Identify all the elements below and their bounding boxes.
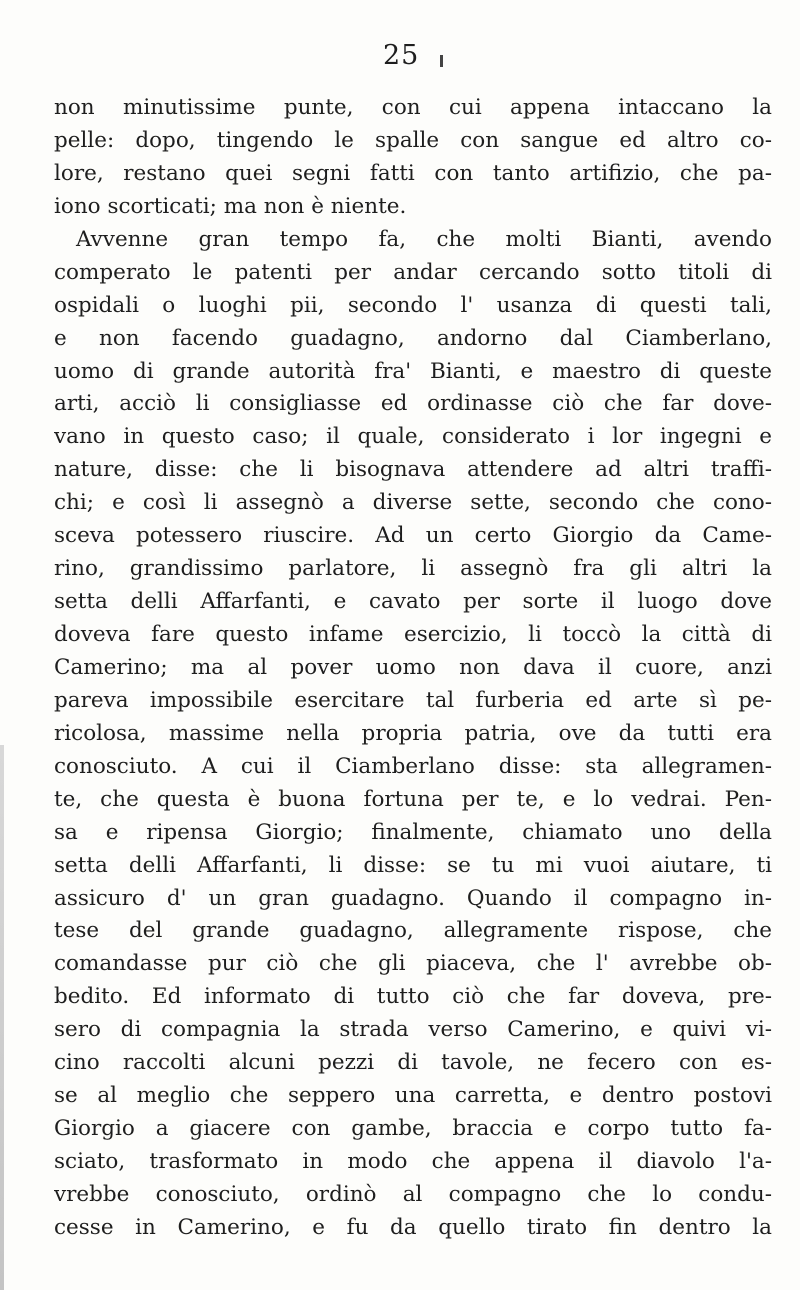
text-line: sa e ripensa Giorgio; finalmente, chiamato uno della [54, 819, 772, 845]
text-line: sciato, trasformato in modo che appena il diavolo l'a- [54, 1149, 772, 1174]
text-line: tese del grande guadagno, allegramente rispose, che [54, 918, 772, 944]
text-line: pareva impossibile esercitare tal furberia ed arte sì pe- [54, 687, 772, 713]
text-line: Camerino; ma al pover uomo non dava il cuore, anzi [54, 654, 772, 680]
text-line: se al meglio che seppero una carretta, e dentro postovi [54, 1083, 772, 1109]
text-line: ospidali o luoghi pii, secondo l' usanza di questi tali, [54, 292, 772, 318]
text-line: rino, grandissimo parlatore, li assegnò fra gli altri la [54, 556, 772, 582]
text-line: vano in questo caso; il quale, considerato i lor ingegni e [54, 424, 772, 450]
text-line: uomo di grande autorità fra' Bianti, e maestro di queste [54, 358, 772, 384]
paragraph-start-line: Avvenne gran tempo fa, che molti Bianti, avendo [76, 226, 772, 252]
text-line: non minutissime punte, con cui appena intaccano la [54, 95, 772, 120]
page-mark [440, 55, 443, 67]
text-line: te, che questa è buona fortuna per te, e lo vedrai. Pen- [54, 786, 772, 812]
text-line: doveva fare questo infame esercizio, li toccò la città di [54, 622, 772, 647]
text-line: chi; e così li assegnò a diverse sette, secondo che cono- [54, 490, 772, 516]
body-text [54, 92, 772, 1245]
page-number: 25 [383, 40, 420, 71]
text-line: cesse in Camerino, e fu da quello tirato fin dentro la [54, 1214, 772, 1240]
text-line: Giorgio a giacere con gambe, braccia e corpo tutto fa- [54, 1116, 772, 1142]
text-line: pelle: dopo, tingendo le spalle con sangue ed altro co- [54, 127, 772, 153]
text-line: nature, disse: che li bisognava attendere ad altri traffi- [54, 457, 772, 483]
text-line: sceva potessero riuscire. Ad un certo Giorgio da Came- [54, 523, 772, 549]
text-line: comandasse pur ciò che gli piaceva, che l' avrebbe ob- [54, 951, 772, 977]
text-line: arti, acciò li consigliasse ed ordinasse ciò che far dove- [54, 391, 772, 417]
text-line: ricolosa, massime nella propria patria, ove da tutti era [54, 720, 772, 746]
text-line: comperato le patenti per andar cercando sotto titoli di [54, 259, 772, 285]
text-line: sero di compagnia la strada verso Camerino, e quivi vi- [54, 1017, 772, 1043]
text-line: vrebbe conosciuto, ordinò al compagno che lo condu- [54, 1181, 772, 1207]
text-line: e non facendo guadagno, andorno dal Ciamberlano, [54, 325, 772, 351]
page-edge-shadow [0, 745, 4, 1290]
text-line: bedito. Ed informato di tutto ciò che far doveva, pre- [54, 984, 772, 1010]
text-line: assicuro d' un gran guadagno. Quando il compagno in- [54, 885, 772, 911]
text-line: setta delli Affarfanti, e cavato per sorte il luogo dove [54, 589, 772, 615]
text-line: cino raccolti alcuni pezzi di tavole, ne fecero con es- [54, 1050, 772, 1076]
text-line: iono scorticati; ma non è niente. [54, 193, 407, 219]
text-line: lore, restano quei segni fatti con tanto artifizio, che pa- [54, 160, 772, 186]
text-line: setta delli Affarfanti, li disse: se tu mi vuoi aiutare, ti [54, 852, 772, 878]
text-line: conosciuto. A cui il Ciamberlano disse: sta allegramen- [54, 753, 772, 779]
